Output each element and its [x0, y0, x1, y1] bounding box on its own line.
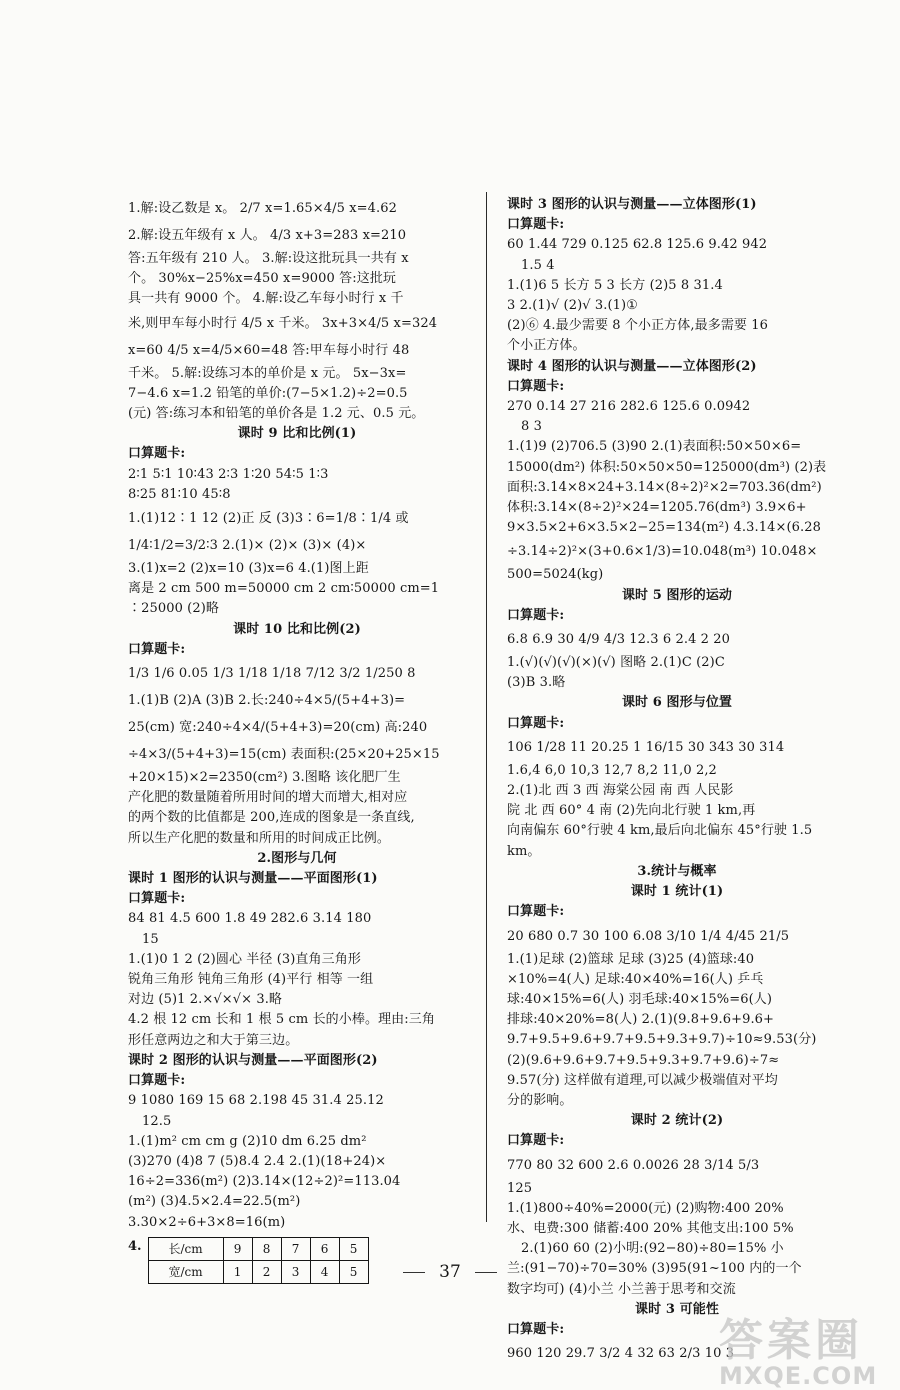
left-line: 口算题卡: — [128, 641, 186, 657]
left-line: 7−4.6 x=1.2 铅笔的单价:(7−5×1.2)÷2=0.5 — [128, 385, 408, 401]
table-cell: 5 — [339, 1237, 368, 1260]
left-line: 16÷2=336(m²) (2)3.14×(12÷2)²=113.04 — [128, 1174, 401, 1190]
column-divider — [486, 192, 487, 1222]
left-line: 1/3 1/6 0.05 1/3 1/18 1/18 7/12 3/2 1/250 8 — [128, 666, 416, 682]
left-line: 2.图形与几何 — [257, 850, 337, 866]
left-line: ÷4×3/(5+4+3)=15(cm) 表面积:(25×20+25×15 — [128, 747, 440, 763]
left-line: 1.(1)B (2)A (3)B 2.长:240÷4×5/(5+4+3)= — [128, 693, 406, 709]
right-line: 9×3.5×2+6×3.5×2−25=134(m²) 4.3.14×(6.28 — [507, 520, 822, 536]
right-line: 课时 3 图形的认识与测量——立体图形(1) — [507, 197, 757, 212]
right-line: 960 120 29.7 3/2 4 32 63 2/3 10 3 — [507, 1346, 735, 1362]
left-line: 3.30×2÷6+3×8=16(m) — [128, 1214, 286, 1230]
right-line: 2.(1)北 西 3 西 海棠公园 南 西 人民影 — [507, 783, 734, 799]
right-line: 排球:40×20%=8(人) 2.(1)(9.8+9.6+9.6+ — [507, 1012, 775, 1028]
left-line: 1/4∶1/2=3/2∶3 2.(1)× (2)× (3)× (4)× — [128, 538, 367, 554]
table-cell: 6 — [310, 1237, 339, 1260]
left-line: 千米。 5.解:设练习本的单价是 x 元。 5x−3x= — [128, 365, 407, 381]
page-number-dash-right — [475, 1272, 497, 1273]
left-line: (m²) (3)4.5×2.4=22.5(m²) — [128, 1194, 301, 1210]
left-line: 离是 2 cm 500 m=50000 cm 2 cm∶50000 cm=1 — [128, 581, 440, 597]
right-line: 口算题卡: — [507, 607, 565, 623]
left-line: 产化肥的数量随着所用时间的增大而增大,相对应 — [128, 790, 408, 806]
left-line: 课时 10 比和比例(2) — [233, 621, 361, 637]
right-column — [507, 195, 847, 1367]
right-line: 1.(1)800÷40%=2000(元) (2)购物:400 20% — [507, 1200, 784, 1216]
right-line: 体积:3.14×(8÷2)²×24=1205.76(dm³) 3.9×6+ — [507, 500, 807, 516]
right-line: 口算题卡: — [507, 217, 565, 233]
table-cell: 2 — [252, 1260, 281, 1283]
left-line: 9 1080 169 15 68 2.198 45 31.4 25.12 — [128, 1093, 384, 1109]
left-line: 锐角三角形 钝角三角形 (4)平行 相等 一组 — [128, 972, 374, 988]
right-line: 1.(1)9 (2)706.5 (3)90 2.(1)表面积:50×50×6= — [507, 439, 802, 455]
right-line: 分的影响。 — [507, 1092, 573, 1108]
right-line: 课时 4 图形的认识与测量——立体图形(2) — [507, 358, 757, 374]
right-line: 3.统计与概率 — [637, 863, 717, 879]
table-row — [148, 1237, 368, 1260]
left-line: 答:五年级有 210 人。 3.解:设这批玩具一共有 x — [128, 251, 409, 266]
left-line: 对边 (5)1 2.×√×√× 3.略 — [128, 992, 283, 1008]
right-line: 6.8 6.9 30 4/9 4/3 12.3 6 2.4 2 20 — [507, 632, 731, 648]
right-line: 兰:(91−70)÷70=30% (3)95(91~100 内的一个 — [507, 1261, 802, 1277]
left-line: 8∶25 81∶10 45∶8 — [128, 486, 231, 502]
right-line: (2)⑥ 4.最少需要 8 个小正方体,最多需要 16 — [507, 318, 768, 334]
left-line: 形任意两边之和大于第三边。 — [128, 1032, 299, 1048]
left-line: 1.(1)0 1 2 (2)圆心 半径 (3)直角三角形 — [128, 951, 361, 967]
left-line: 口算题卡: — [128, 891, 186, 907]
left-line: x=60 4/5 x=4/5×60=48 答:甲车每小时行 48 — [128, 342, 410, 358]
left-line: 具一共有 9000 个。 4.解:设乙车每小时行 x 千 — [128, 291, 404, 307]
right-line: 106 1/28 11 20.25 1 16/15 30 343 30 314 — [507, 739, 785, 755]
right-line: ÷3.14÷2)²×(3+0.6×1/3)=10.048(m³) 10.048× — [507, 544, 818, 560]
watermark-logo — [719, 1304, 889, 1390]
left-line: 口算题卡: — [128, 1073, 186, 1089]
right-line: (2)(9.6+9.6+9.7+9.5+9.3+9.7+9.6)÷7≈ — [507, 1052, 780, 1068]
right-line: 9.57(分) 这样做有道理,可以减少极端值对平均 — [507, 1072, 778, 1088]
left-line: 4.2 根 12 cm 长和 1 根 5 cm 长的小棒。理由:三角 — [128, 1012, 435, 1028]
page-number — [0, 1262, 900, 1282]
right-line: 水、电费:300 储蓄:400 20% 其他支出:100 5% — [507, 1220, 794, 1236]
right-line: 8 3 — [521, 419, 542, 435]
left-line: 2∶1 5∶1 10∶43 2∶3 1∶20 54∶5 1∶3 — [128, 466, 329, 482]
left-line: 口算题卡: — [128, 446, 186, 462]
right-line: 270 0.14 27 216 282.6 125.6 0.0942 — [507, 399, 751, 415]
left-line: 84 81 4.5 600 1.8 49 282.6 3.14 180 — [128, 911, 372, 927]
right-line: 3 2.(1)√ (2)√ 3.(1)① — [507, 298, 638, 314]
right-line: 口算题卡: — [507, 715, 565, 731]
left-line: ∶25000 (2)略 — [128, 601, 220, 617]
right-line: 数字均可) (4)小兰 小兰善于思考和交流 — [507, 1281, 736, 1297]
right-line: 125 — [507, 1180, 533, 1196]
table-row-header: 长/cm — [148, 1237, 223, 1260]
right-line: 1.(√)(√)(√)(×)(√) 图略 2.(1)C (2)C — [507, 655, 725, 671]
right-line: 500=5024(kg) — [507, 567, 604, 583]
page-number-value: 37 — [439, 1262, 461, 1282]
table-cell: 3 — [281, 1260, 310, 1283]
right-line: 60 1.44 729 0.125 62.8 125.6 9.42 942 — [507, 237, 768, 253]
table-cell: 1 — [223, 1260, 252, 1283]
right-line: 1.6,4 6,0 10,3 12,7 8,2 11,0 2,2 — [507, 762, 717, 778]
table-cell: 5 — [339, 1260, 368, 1283]
left-line: 课时 1 图形的认识与测量——平面图形(1) — [128, 871, 378, 887]
watermark-url: MXQE.COM — [719, 1362, 878, 1390]
table-cell: 7 — [281, 1237, 310, 1260]
table-cell: 4 — [310, 1260, 339, 1283]
left-line: 所以生产化肥的数量和所用的时间成正比例。 — [128, 830, 391, 846]
left-line: 课时 2 图形的认识与测量——平面图形(2) — [128, 1052, 378, 1068]
page-number-dash-left — [403, 1272, 425, 1273]
left-column — [128, 195, 466, 1284]
right-line: 课时 1 统计(1) — [630, 884, 724, 900]
left-line: (3)270 (4)8 7 (5)8.4 2.4 2.(1)(18+24)× — [128, 1153, 387, 1169]
right-line: 球:40×15%=6(人) 羽毛球:40×15%=6(人) — [507, 991, 773, 1007]
left-line: +20×15)×2=2350(cm²) 3.图略 该化肥厂生 — [128, 770, 401, 786]
right-line: km。 — [507, 843, 541, 859]
table-cell: 9 — [223, 1237, 252, 1260]
right-line: 1.5 4 — [521, 257, 555, 273]
right-line: 口算题卡: — [507, 1321, 565, 1337]
left-line: 3.(1)x=2 (2)x=10 (3)x=6 4.(1)图上距 — [128, 561, 369, 577]
right-line: 课时 6 图形与位置 — [621, 695, 733, 711]
left-line: (元) 答:练习本和铅笔的单价各是 1.2 元、0.5 元。 — [128, 406, 425, 422]
right-line: (3)B 3.略 — [507, 675, 566, 691]
left-line: 1.(1)m² cm cm g (2)10 dm 6.25 dm² — [128, 1133, 367, 1149]
left-line: 米,则甲车每小时行 4/5 x 千米。 3x+3×4/5 x=324 — [128, 315, 438, 331]
right-line: 20 680 0.7 30 100 6.08 3/10 1/4 4/45 21/5 — [507, 928, 790, 944]
left-line: 15 — [142, 931, 159, 947]
right-line: 院 北 西 60° 4 南 (2)先向北行驶 1 km,再 — [507, 803, 756, 819]
right-line: ×10%=4(人) 足球:40×40%=16(人) 乒乓 — [507, 971, 764, 987]
right-line: 口算题卡: — [507, 1133, 565, 1149]
right-line: 口算题卡: — [507, 378, 565, 394]
table-cell: 8 — [252, 1237, 281, 1260]
left-line: 的两个数的比值都是 200,连成的图象是一条直线, — [128, 810, 415, 826]
right-line: 向南偏东 60°行驶 4 km,最后向北偏东 45°行驶 1.5 — [507, 823, 813, 839]
right-line: 口算题卡: — [507, 904, 565, 920]
table-label: 4. — [128, 1238, 142, 1254]
table-row-header: 宽/cm — [148, 1260, 223, 1283]
left-line: 12.5 — [142, 1113, 172, 1129]
right-line: 9.7+9.5+9.6+9.7+9.5+9.3+9.7)÷10≈9.53(分) — [507, 1032, 817, 1048]
left-line: 1.解:设乙数是 x。 2/7 x=1.65×4/5 x=4.62 — [128, 201, 398, 216]
right-line: 课时 2 统计(2) — [630, 1113, 724, 1129]
right-line: 个小正方体。 — [507, 338, 586, 354]
left-line: 个。 30%x−25%x=450 x=9000 答:这批玩 — [128, 271, 397, 287]
right-line: 1.(1)6 5 长方 5 3 长方 (2)5 8 31.4 — [507, 277, 723, 293]
left-line: 课时 9 比和比例(1) — [237, 426, 357, 442]
right-line: 课时 3 可能性 — [635, 1301, 719, 1317]
left-line: 2.解:设五年级有 x 人。 4/3 x+3=283 x=210 — [128, 228, 407, 243]
left-line: 1.(1)12∶1 12 (2)正 反 (3)3∶6=1/8∶1/4 或 — [128, 511, 409, 527]
right-line: 课时 5 图形的运动 — [621, 587, 733, 603]
right-line: 1.(1)足球 (2)篮球 足球 (3)25 (4)篮球:40 — [507, 951, 755, 967]
watermark-title: 答案圈 — [719, 1315, 863, 1366]
right-line: 770 80 32 600 2.6 0.0026 28 3/14 5/3 — [507, 1157, 760, 1173]
right-line: 面积:3.14×8×24+3.14×(8÷2)²×2=703.36(dm²) — [507, 479, 822, 495]
right-line: 2.(1)60 60 (2)小明:(92−80)÷80=15% 小 — [521, 1241, 784, 1257]
right-line: 15000(dm²) 体积:50×50×50=125000(dm³) (2)表 — [507, 459, 827, 475]
left-line: 25(cm) 宽:240÷4×4/(5+4+3)=20(cm) 高:240 — [128, 720, 428, 736]
